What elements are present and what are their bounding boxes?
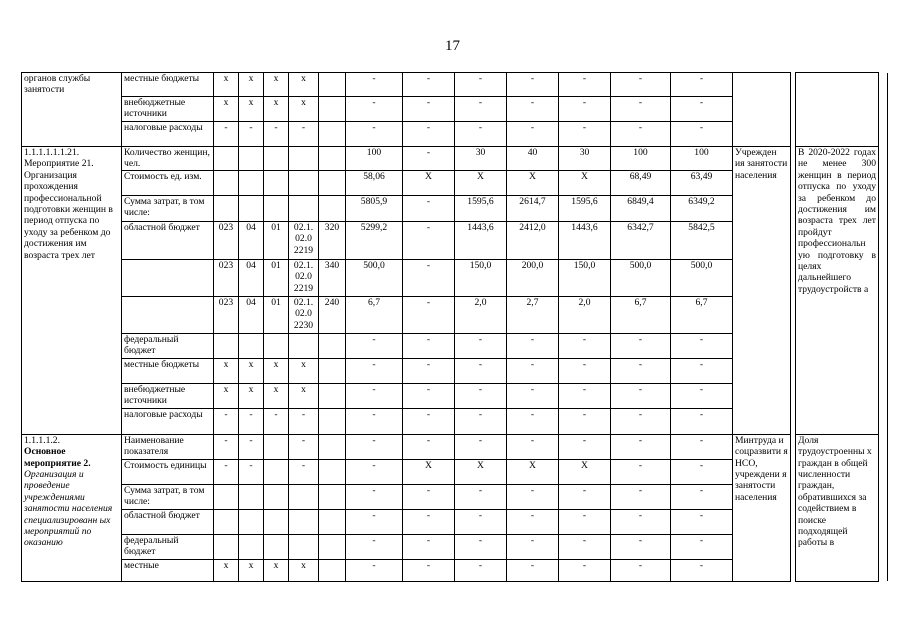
value-cell: - (559, 122, 611, 147)
value-cell: 500,0 (611, 259, 671, 296)
value-cell: - (671, 358, 733, 383)
value-cell: Х (559, 170, 611, 195)
code-cell: х (214, 559, 239, 581)
row-label: налоговые расходы (122, 122, 214, 147)
value-cell: - (559, 97, 611, 122)
code-cell: 023 (214, 259, 239, 296)
value-cell: - (403, 383, 455, 408)
value-cell: - (455, 383, 507, 408)
code-cell: - (239, 459, 264, 484)
value-cell: - (455, 484, 507, 509)
code-cell: - (214, 408, 239, 434)
row-label: налоговые расходы (122, 408, 214, 434)
code-cell: 01 (264, 259, 289, 296)
value-cell: 500,0 (346, 259, 403, 296)
code-cell (239, 333, 264, 358)
code-cell (264, 147, 289, 171)
value-cell: 2,0 (455, 296, 507, 333)
code-cell: 01 (264, 221, 289, 259)
row-label: областной бюджет (122, 509, 214, 534)
row-label: внебюджетные источники (122, 97, 214, 122)
value-cell: - (559, 73, 611, 97)
code-cell (289, 195, 319, 221)
value-cell: 150,0 (455, 259, 507, 296)
code-cell: х (239, 97, 264, 122)
table-row (22, 434, 888, 459)
budget-table (21, 72, 888, 582)
row-label: местные бюджеты (122, 358, 214, 383)
code-cell: - (264, 122, 289, 147)
code-cell: х (264, 383, 289, 408)
value-cell: - (455, 534, 507, 559)
code-cell: - (214, 459, 239, 484)
column-gap (879, 147, 888, 435)
measure-title: 1.1.1.1.1.1.21. Мероприятие 21. Организация прохождения профессиональной подготовки женщин в период отпуска по уходу за ребенком до достижения им возраста трех лет (22, 147, 122, 435)
value-cell: 68,49 (611, 170, 671, 195)
code-cell: х (214, 358, 239, 383)
value-cell: - (403, 333, 455, 358)
value-cell: 6342,7 (611, 221, 671, 259)
value-cell: 5299,2 (346, 221, 403, 259)
value-cell: - (507, 73, 559, 97)
code-cell: х (214, 73, 239, 97)
executor-cell: Учрежден ия занятости населения (733, 147, 791, 435)
value-cell: - (403, 122, 455, 147)
value-cell: Х (455, 459, 507, 484)
value-cell: - (507, 358, 559, 383)
code-cell (239, 195, 264, 221)
value-cell: - (507, 333, 559, 358)
value-cell: 2,7 (507, 296, 559, 333)
measure-title: органов службы занятости (22, 73, 122, 147)
code-cell (289, 170, 319, 195)
code-cell: х (289, 73, 319, 97)
code-cell (214, 484, 239, 509)
value-cell: - (455, 97, 507, 122)
row-label: Количество женщин, чел. (122, 147, 214, 171)
value-cell: - (671, 434, 733, 459)
value-cell: - (403, 221, 455, 259)
value-cell: 2,0 (559, 296, 611, 333)
code-cell (239, 170, 264, 195)
value-cell: 40 (507, 147, 559, 171)
code-cell (264, 170, 289, 195)
value-cell: - (455, 73, 507, 97)
value-cell: 6849,4 (611, 195, 671, 221)
value-cell: - (559, 509, 611, 534)
code-cell (319, 484, 346, 509)
code-cell: 04 (239, 259, 264, 296)
code-cell (319, 333, 346, 358)
code-cell (214, 195, 239, 221)
value-cell: - (346, 73, 403, 97)
value-cell: - (455, 122, 507, 147)
code-cell (214, 333, 239, 358)
value-cell: - (403, 434, 455, 459)
code-cell: х (239, 559, 264, 581)
value-cell: - (455, 333, 507, 358)
code-cell: х (264, 559, 289, 581)
value-cell: Х (559, 459, 611, 484)
value-cell: - (346, 434, 403, 459)
code-cell: 320 (319, 221, 346, 259)
code-cell (289, 509, 319, 534)
measure-title-italic: Организация и проведение учреждениями занятости населения специализированн ых мероприятий по оказанию (24, 469, 113, 549)
value-cell: 1595,6 (559, 195, 611, 221)
row-label (122, 296, 214, 333)
code-cell (264, 484, 289, 509)
value-cell: - (559, 434, 611, 459)
code-cell (214, 147, 239, 171)
value-cell: - (403, 559, 455, 581)
value-cell: Х (403, 170, 455, 195)
value-cell: - (403, 534, 455, 559)
result-cell: В 2020-2022 годах не менее 300 женщин в период отпуска по уходу за ребенком до достижения им возраста трех лет пройдут профессиональн ую подготовку в целях дальнейшего трудоустройств а (796, 147, 879, 435)
value-cell: - (346, 534, 403, 559)
code-cell: 023 (214, 221, 239, 259)
code-cell: - (239, 408, 264, 434)
row-label: федеральный бюджет (122, 333, 214, 358)
value-cell: - (671, 408, 733, 434)
value-cell: - (403, 195, 455, 221)
code-cell: х (264, 358, 289, 383)
code-cell: 023 (214, 296, 239, 333)
code-cell (264, 434, 289, 459)
code-cell: х (239, 73, 264, 97)
value-cell: 200,0 (507, 259, 559, 296)
value-cell: 63,49 (671, 170, 733, 195)
table-row (22, 147, 888, 171)
value-cell: - (611, 559, 671, 581)
value-cell: - (611, 484, 671, 509)
value-cell: - (403, 73, 455, 97)
code-cell (319, 73, 346, 97)
value-cell: - (403, 484, 455, 509)
value-cell: - (507, 484, 559, 509)
value-cell: - (671, 97, 733, 122)
code-cell (289, 147, 319, 171)
value-cell: - (611, 408, 671, 434)
row-label: Сумма затрат, в том числе: (122, 484, 214, 509)
code-cell (214, 170, 239, 195)
code-cell: - (289, 459, 319, 484)
value-cell: - (507, 559, 559, 581)
code-cell (319, 122, 346, 147)
row-label: Стоимость единицы (122, 459, 214, 484)
code-cell (319, 408, 346, 434)
measure-title (22, 434, 122, 581)
row-label: внебюджетные источники (122, 383, 214, 408)
value-cell: - (671, 559, 733, 581)
code-cell (319, 170, 346, 195)
code-cell (214, 534, 239, 559)
code-cell: 02.1. 02.0 2230 (289, 296, 319, 333)
value-cell: - (611, 459, 671, 484)
code-cell (319, 147, 346, 171)
value-cell: 6,7 (611, 296, 671, 333)
code-cell (289, 484, 319, 509)
value-cell: 5842,5 (671, 221, 733, 259)
code-cell (319, 559, 346, 581)
code-cell: х (289, 559, 319, 581)
code-cell (264, 534, 289, 559)
code-cell: 240 (319, 296, 346, 333)
value-cell: - (403, 296, 455, 333)
value-cell: - (559, 534, 611, 559)
value-cell: - (611, 434, 671, 459)
value-cell: - (403, 509, 455, 534)
value-cell: - (403, 358, 455, 383)
value-cell: - (346, 122, 403, 147)
row-label: областной бюджет (122, 221, 214, 259)
value-cell: - (559, 358, 611, 383)
value-cell: - (346, 358, 403, 383)
result-cell: Доля трудоустроенны х граждан в общей численности граждан, обратившихся за содействием в поиске подходящей работы в (796, 434, 879, 581)
value-cell: - (671, 509, 733, 534)
executor-cell: Минтруда и соцразвити я НСО, учреждени я занятости населения (733, 434, 791, 581)
code-cell: 04 (239, 296, 264, 333)
value-cell: - (611, 509, 671, 534)
value-cell: 1443,6 (455, 221, 507, 259)
code-cell (319, 195, 346, 221)
value-cell: - (455, 358, 507, 383)
value-cell: - (671, 383, 733, 408)
code-cell (319, 97, 346, 122)
value-cell: - (507, 122, 559, 147)
code-cell (264, 509, 289, 534)
value-cell: Х (507, 170, 559, 195)
value-cell: - (346, 333, 403, 358)
value-cell: - (611, 358, 671, 383)
row-label: Сумма затрат, в том числе: (122, 195, 214, 221)
code-cell (214, 509, 239, 534)
value-cell: 1595,6 (455, 195, 507, 221)
column-gap (879, 73, 888, 147)
value-cell: - (559, 333, 611, 358)
value-cell: 6,7 (671, 296, 733, 333)
row-label: Наименование показателя (122, 434, 214, 459)
value-cell: - (346, 408, 403, 434)
value-cell: - (346, 559, 403, 581)
code-cell: - (239, 434, 264, 459)
code-cell: х (264, 73, 289, 97)
code-cell: х (289, 97, 319, 122)
code-cell: 02.1. 02.0 2219 (289, 221, 319, 259)
value-cell: - (559, 408, 611, 434)
code-cell (319, 534, 346, 559)
code-cell: х (214, 97, 239, 122)
value-cell: - (507, 97, 559, 122)
value-cell: - (559, 559, 611, 581)
column-gap (879, 434, 888, 581)
value-cell: - (671, 484, 733, 509)
code-cell (264, 195, 289, 221)
value-cell: - (611, 534, 671, 559)
code-cell (319, 459, 346, 484)
code-cell (319, 358, 346, 383)
code-cell (264, 459, 289, 484)
code-cell (239, 534, 264, 559)
value-cell: - (346, 484, 403, 509)
row-label (122, 259, 214, 296)
value-cell: 150,0 (559, 259, 611, 296)
value-cell: - (611, 122, 671, 147)
value-cell: 2412,0 (507, 221, 559, 259)
value-cell: 100 (671, 147, 733, 171)
code-cell: - (214, 434, 239, 459)
value-cell: Х (507, 459, 559, 484)
page-number: 17 (445, 38, 460, 54)
code-cell: х (239, 383, 264, 408)
value-cell: - (455, 559, 507, 581)
value-cell: - (611, 333, 671, 358)
value-cell: - (403, 408, 455, 434)
value-cell: 30 (559, 147, 611, 171)
measure-code: 1.1.1.1.2. (24, 434, 60, 446)
code-cell: х (289, 358, 319, 383)
value-cell: - (507, 534, 559, 559)
code-cell (264, 333, 289, 358)
code-cell: - (214, 122, 239, 147)
value-cell: Х (403, 459, 455, 484)
value-cell: 1443,6 (559, 221, 611, 259)
value-cell: - (611, 73, 671, 97)
code-cell: х (289, 383, 319, 408)
code-cell (319, 434, 346, 459)
value-cell: 6349,2 (671, 195, 733, 221)
value-cell: - (507, 434, 559, 459)
executor-cell (733, 73, 791, 147)
value-cell: - (671, 122, 733, 147)
code-cell: 01 (264, 296, 289, 333)
result-cell (796, 73, 879, 147)
measure-title-bold: Основное мероприятие 2. (24, 446, 91, 469)
code-cell: х (264, 97, 289, 122)
value-cell: - (346, 383, 403, 408)
value-cell: - (455, 434, 507, 459)
value-cell: 500,0 (671, 259, 733, 296)
value-cell: - (507, 509, 559, 534)
value-cell: 30 (455, 147, 507, 171)
code-cell: - (239, 122, 264, 147)
row-label: Стоимость ед. изм. (122, 170, 214, 195)
value-cell: Х (455, 170, 507, 195)
code-cell (239, 484, 264, 509)
value-cell: - (403, 97, 455, 122)
value-cell: - (346, 459, 403, 484)
value-cell: - (559, 484, 611, 509)
value-cell: - (346, 509, 403, 534)
code-cell: - (289, 434, 319, 459)
code-cell: х (239, 358, 264, 383)
value-cell: 100 (346, 147, 403, 171)
row-label: местные бюджеты (122, 73, 214, 97)
value-cell: - (671, 333, 733, 358)
value-cell: - (671, 459, 733, 484)
code-cell (319, 509, 346, 534)
row-label: местные (122, 559, 214, 581)
code-cell: 340 (319, 259, 346, 296)
value-cell: - (455, 408, 507, 434)
code-cell: 02.1. 02.0 2219 (289, 259, 319, 296)
code-cell (319, 383, 346, 408)
table-row (22, 73, 888, 97)
value-cell: 58,06 (346, 170, 403, 195)
value-cell: 5805,9 (346, 195, 403, 221)
value-cell: 100 (611, 147, 671, 171)
value-cell: - (611, 97, 671, 122)
value-cell: - (403, 259, 455, 296)
value-cell: 6,7 (346, 296, 403, 333)
code-cell: 04 (239, 221, 264, 259)
value-cell: - (507, 408, 559, 434)
code-cell: х (214, 383, 239, 408)
code-cell (289, 534, 319, 559)
code-cell: - (289, 122, 319, 147)
value-cell: - (507, 383, 559, 408)
code-cell: - (264, 408, 289, 434)
row-label: федеральный бюджет (122, 534, 214, 559)
value-cell: - (455, 509, 507, 534)
value-cell: - (346, 97, 403, 122)
value-cell: - (671, 534, 733, 559)
code-cell (239, 509, 264, 534)
value-cell: - (403, 147, 455, 171)
value-cell: - (671, 73, 733, 97)
value-cell: - (559, 383, 611, 408)
code-cell (289, 333, 319, 358)
code-cell (239, 147, 264, 171)
value-cell: 2614,7 (507, 195, 559, 221)
code-cell: - (289, 408, 319, 434)
value-cell: - (611, 383, 671, 408)
